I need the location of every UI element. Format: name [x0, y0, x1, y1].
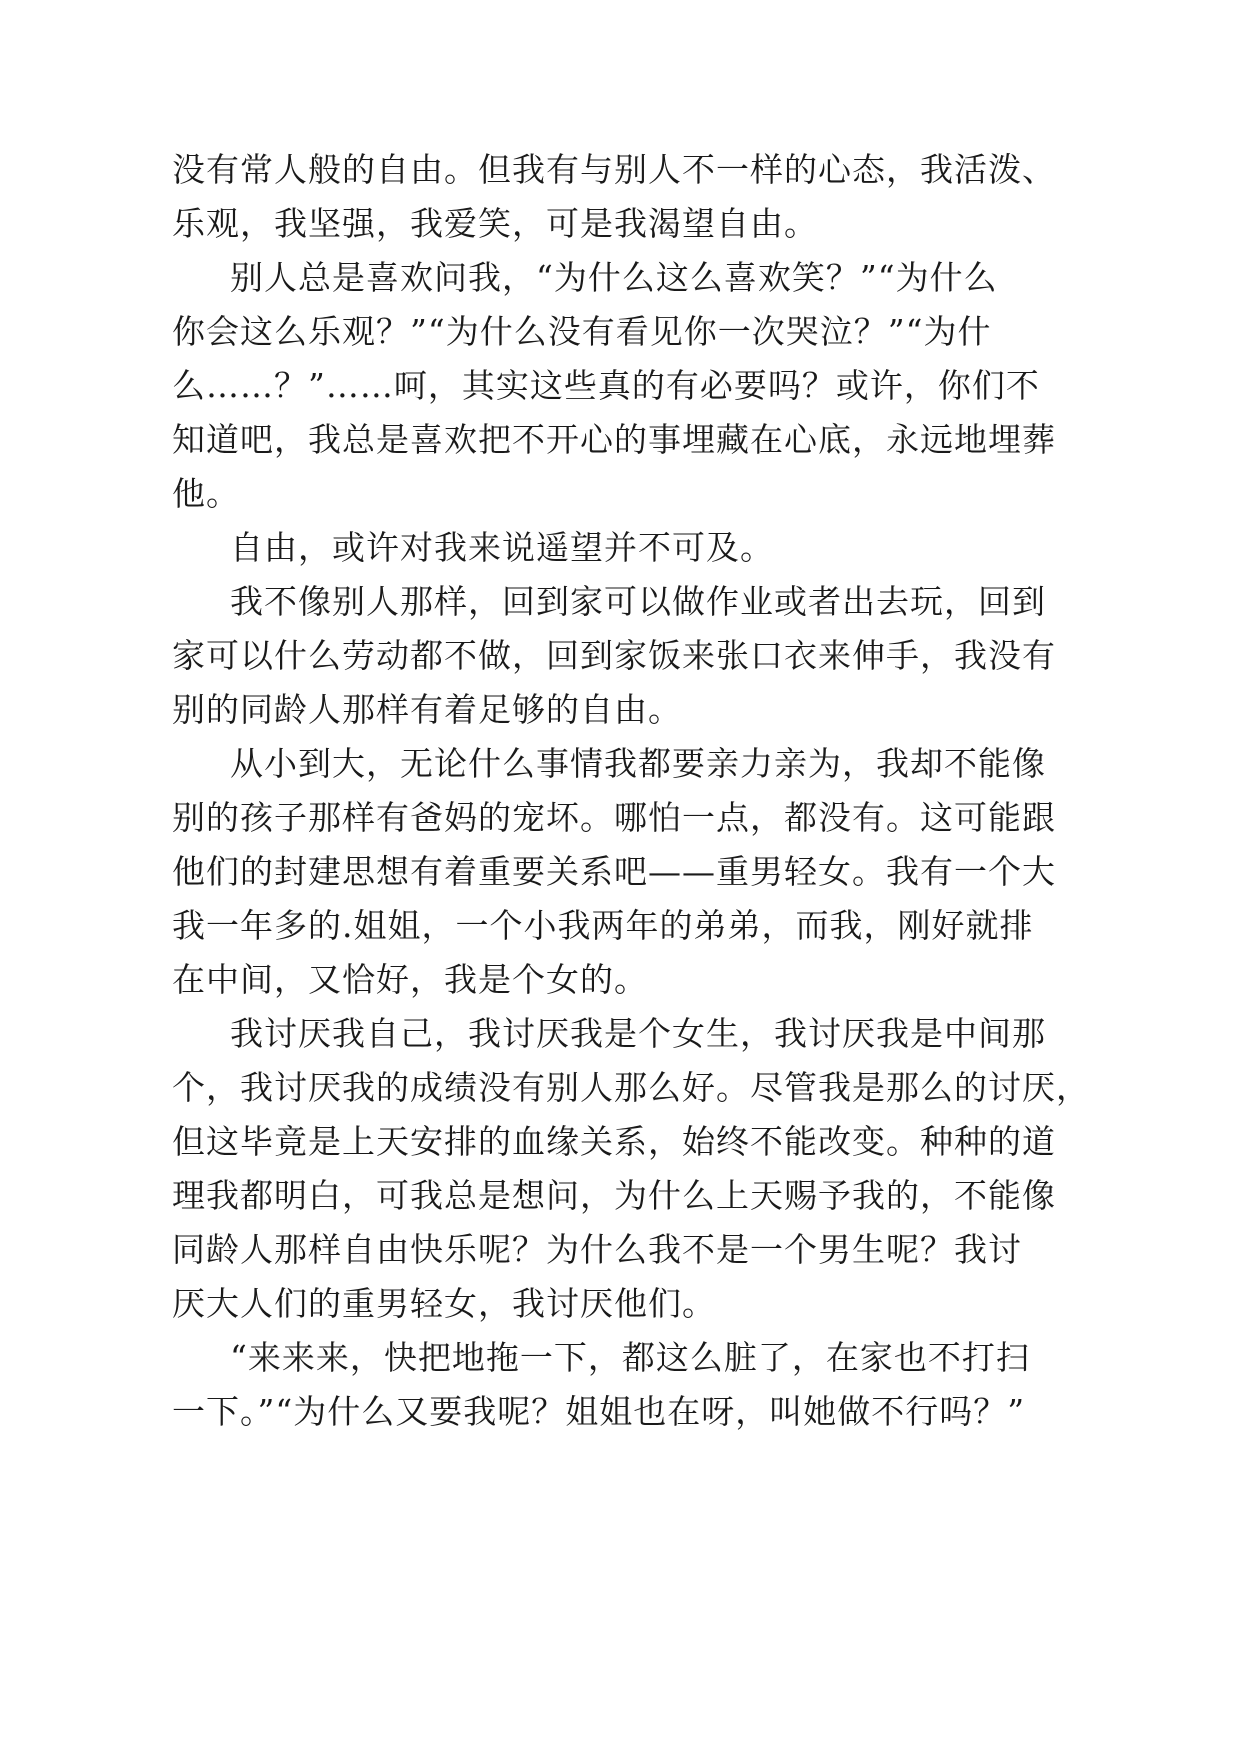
text-line: 没有常人般的自由。但我有与别人不一样的心态，我活泼、 — [172, 150, 1056, 189]
text-line: 乐观，我坚强，我爱笑，可是我渴望自由。 — [172, 204, 818, 243]
text-line: 我讨厌我自己，我讨厌我是个女生，我讨厌我是中间那 — [230, 1014, 1046, 1053]
text-line: “来来来，快把地拖一下，都这么脏了，在家也不打扫 — [230, 1338, 1030, 1377]
text-line: 知道吧，我总是喜欢把不开心的事埋藏在心底，永远地埋葬 — [172, 420, 1056, 459]
text-line: 同龄人那样自由快乐呢？为什么我不是一个男生呢？我讨 — [172, 1230, 1022, 1269]
text-line: 我一年多的.姐姐，一个小我两年的弟弟，而我，刚好就排 — [172, 906, 1034, 945]
text-line: 么……？”……呵，其实这些真的有必要吗？或许，你们不 — [172, 366, 1040, 405]
text-line: 别的同龄人那样有着足够的自由。 — [172, 690, 682, 729]
text-line: 一下。”“为什么又要我呢？姐姐也在呀，叫她做不行吗？” — [172, 1392, 1026, 1431]
text-line: 从小到大，无论什么事情我都要亲力亲为，我却不能像 — [230, 744, 1046, 783]
text-line: 他。 — [172, 474, 240, 513]
text-line: 厌大人们的重男轻女，我讨厌他们。 — [172, 1284, 716, 1323]
text-line: 但这毕竟是上天安排的血缘关系，始终不能改变。种种的道 — [172, 1122, 1056, 1161]
text-line: 个，我讨厌我的成绩没有别人那么好。尽管我是那么的讨厌， — [172, 1068, 1090, 1107]
text-line: 家可以什么劳动都不做，回到家饭来张口衣来伸手，我没有 — [172, 636, 1056, 675]
text-line: 自由，或许对我来说遥望并不可及。 — [230, 528, 774, 567]
text-line: 他们的封建思想有着重要关系吧——重男轻女。我有一个大 — [172, 852, 1056, 891]
text-line: 别人总是喜欢问我，“为什么这么喜欢笑？”“为什么 — [230, 258, 998, 297]
text-line: 你会这么乐观？”“为什么没有看见你一次哭泣？”“为什 — [172, 312, 992, 351]
text-line: 在中间，又恰好，我是个女的。 — [172, 960, 648, 999]
text-line: 理我都明白，可我总是想问，为什么上天赐予我的，不能像 — [172, 1176, 1056, 1215]
text-line: 我不像别人那样，回到家可以做作业或者出去玩，回到 — [230, 582, 1046, 621]
text-line: 别的孩子那样有爸妈的宠坏。哪怕一点，都没有。这可能跟 — [172, 798, 1056, 837]
